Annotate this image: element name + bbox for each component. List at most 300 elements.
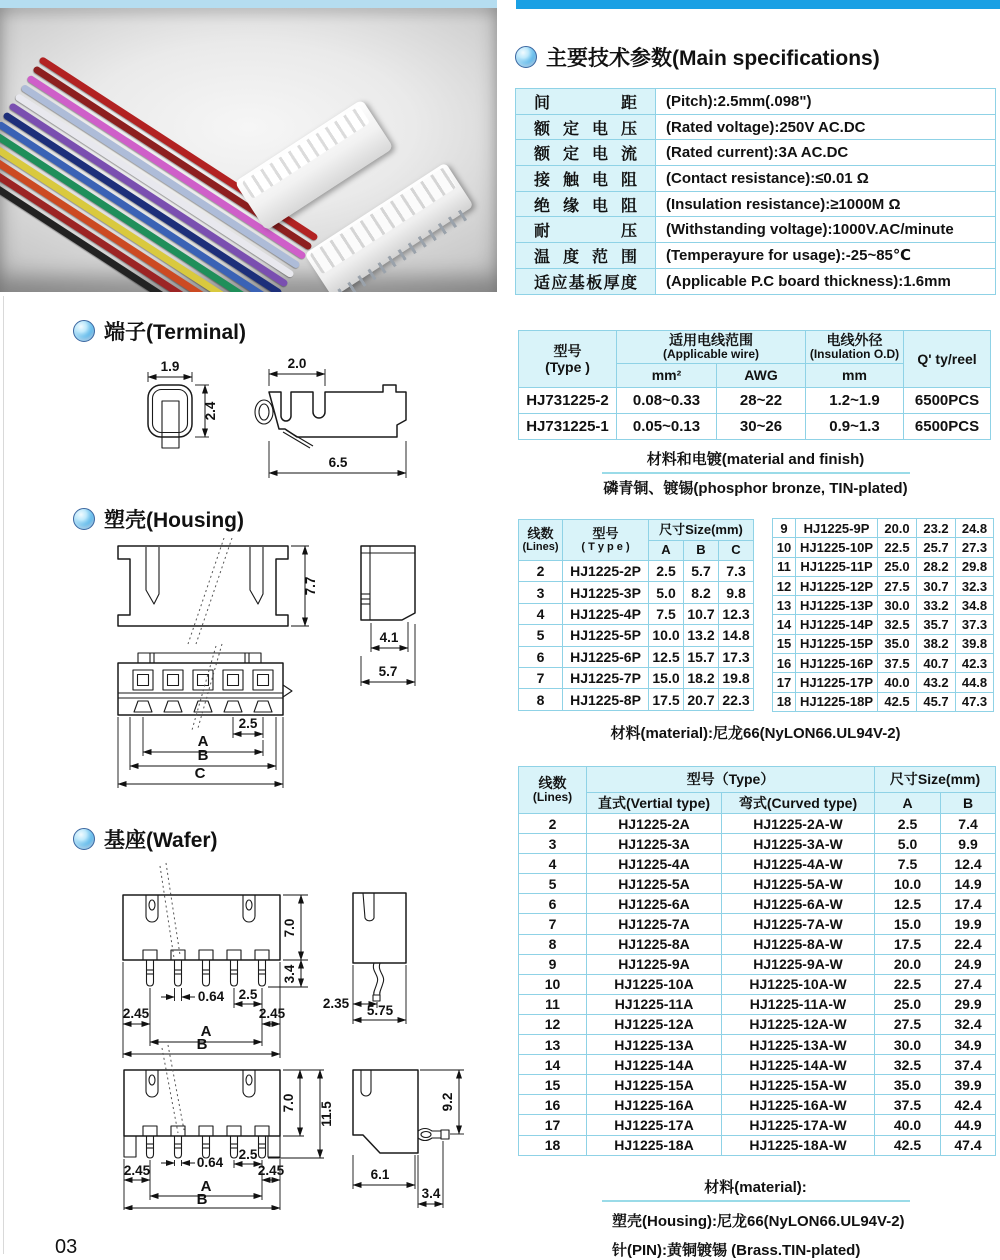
terminal-material-block [515, 448, 996, 498]
housing-row [519, 689, 754, 710]
wafer-lines: 15 [519, 1075, 587, 1095]
wafer-row [519, 1014, 996, 1034]
wafer-vertical-type: HJ1225-7A [587, 914, 722, 934]
wire-mm2: 0.05~0.13 [617, 414, 717, 440]
housing-a: 17.5 [649, 689, 684, 710]
wafer-lines: 4 [519, 854, 587, 874]
wire-type: HJ731225-2 [519, 388, 617, 414]
housing-a: 22.5 [878, 538, 917, 557]
wafer-row [519, 1035, 996, 1055]
housing-lines: 18 [773, 692, 796, 711]
housing-b: 33.2 [917, 596, 956, 615]
connector-teeth [242, 106, 370, 199]
wafer-b: 12.4 [941, 854, 996, 874]
housing-c: 22.3 [719, 689, 754, 710]
dim-label: 2.5 [238, 716, 258, 731]
housing-row [519, 625, 754, 646]
dim-label: 6.5 [328, 455, 348, 470]
spec-row [516, 114, 996, 140]
housing-type: HJ1225-6P [563, 646, 649, 667]
wafer-curved-type: HJ1225-17A-W [722, 1115, 875, 1135]
wafer-a: 35.0 [875, 1075, 941, 1095]
wafer-row [519, 894, 996, 914]
dim-label: 2.5 [238, 1147, 258, 1162]
housing-b: 15.7 [684, 646, 719, 667]
spec-value: (Temperayure for usage):-25~85℃ [656, 243, 996, 269]
wafer-curved-type: HJ1225-16A-W [722, 1095, 875, 1115]
page-number: 03 [55, 1236, 78, 1258]
underline [602, 1200, 910, 1202]
main-specs-title-text: 主要技术参数(Main specifications) [546, 47, 880, 70]
housing-c: 32.3 [956, 576, 994, 595]
housing-b: 38.2 [917, 634, 956, 653]
housing-a: 25.0 [878, 557, 917, 576]
wafer-b: 29.9 [941, 994, 996, 1014]
wafer-material-block [515, 1176, 996, 1260]
dim-label: 5.75 [366, 1003, 394, 1018]
housing-lines: 7 [519, 667, 563, 688]
wafer-a: 12.5 [875, 894, 941, 914]
main-specs-table [515, 88, 996, 295]
dim-label: 0.64 [197, 989, 225, 1004]
wafer-lines: 10 [519, 974, 587, 994]
dim-label: A [200, 1178, 212, 1195]
wafer-col-a: A [875, 793, 941, 814]
wafer-curved-type: HJ1225-9A-W [722, 954, 875, 974]
housing-a: 32.5 [878, 615, 917, 634]
housing-lines: 4 [519, 603, 563, 624]
housing-row [519, 603, 754, 624]
spec-label: 绝缘电阻 [516, 191, 656, 217]
housing-row [773, 519, 994, 538]
housing-row [519, 667, 754, 688]
housing-lines: 13 [773, 596, 796, 615]
wafer-row [519, 1075, 996, 1095]
wafer-a: 17.5 [875, 934, 941, 954]
wire-col-awg: AWG [717, 364, 806, 388]
housing-row [773, 673, 994, 692]
wire-col-qty: Q' ty/reel [904, 331, 991, 388]
dim-label: C [194, 765, 206, 782]
terminal-material-title: 材料和电镀(material and finish) [646, 451, 865, 468]
wafer-row [519, 994, 996, 1014]
wafer-curved-type: HJ1225-12A-W [722, 1014, 875, 1034]
wafer-title-text: 基座(Wafer) [104, 829, 218, 852]
housing-b: 18.2 [684, 667, 719, 688]
wafer-b: 39.9 [941, 1075, 996, 1095]
wafer-curved-type: HJ1225-7A-W [722, 914, 875, 934]
wafer-a: 7.5 [875, 854, 941, 874]
housing-a: 15.0 [649, 667, 684, 688]
wafer-col-type: 型号（Type） [587, 767, 875, 793]
housing-lines: 15 [773, 634, 796, 653]
spec-value: (Rated current):3A AC.DC [656, 140, 996, 166]
wafer-lines: 12 [519, 1014, 587, 1034]
wafer-b: 37.4 [941, 1055, 996, 1075]
dim-label: 3.4 [421, 1186, 441, 1201]
wafer-a: 10.0 [875, 874, 941, 894]
housing-c: 34.8 [956, 596, 994, 615]
wafer-lines: 11 [519, 994, 587, 1014]
housing-row [519, 582, 754, 603]
wafer-vertical-type: HJ1225-14A [587, 1055, 722, 1075]
terminal-drawing [108, 348, 473, 488]
section-bullet-icon [73, 828, 95, 850]
applicable-wire-table [518, 330, 991, 440]
housing-type: HJ1225-2P [563, 561, 649, 582]
wafer-col-size: 尺寸Size(mm) [875, 767, 996, 793]
page-edge-line [3, 296, 4, 1254]
housing-row [519, 646, 754, 667]
wafer-b: 27.4 [941, 974, 996, 994]
wire-awg: 30~26 [717, 414, 806, 440]
dim-label: A [200, 1023, 212, 1040]
housing-lines: 17 [773, 673, 796, 692]
housing-c: 39.8 [956, 634, 994, 653]
wafer-curved-type: HJ1225-11A-W [722, 994, 875, 1014]
housing-a: 7.5 [649, 603, 684, 624]
housing-b: 25.7 [917, 538, 956, 557]
wafer-col-vertical: 直式(Vertial type) [587, 793, 722, 814]
housing-type: HJ1225-18P [796, 692, 878, 711]
wafer-row [519, 934, 996, 954]
wafer-row [519, 854, 996, 874]
housing-title [73, 504, 244, 534]
dim-label: B [196, 1191, 208, 1208]
housing-type: HJ1225-16P [796, 654, 878, 673]
wire-awg: 28~22 [717, 388, 806, 414]
wafer-a: 40.0 [875, 1115, 941, 1135]
spec-row [516, 191, 996, 217]
wafer-material-pin: 针(PIN):黄铜镀锡 (Brass.TIN-plated) [612, 1242, 861, 1259]
wafer-vertical-type: HJ1225-6A [587, 894, 722, 914]
spec-label: 温度范围 [516, 243, 656, 269]
housing-b: 28.2 [917, 557, 956, 576]
housing-b: 45.7 [917, 692, 956, 711]
wafer-b: 42.4 [941, 1095, 996, 1115]
spec-row [516, 217, 996, 243]
housing-lines: 10 [773, 538, 796, 557]
wafer-a: 25.0 [875, 994, 941, 1014]
wafer-b: 24.9 [941, 954, 996, 974]
wire-col-mm: mm [806, 364, 904, 388]
wafer-vertical-type: HJ1225-12A [587, 1014, 722, 1034]
dim-label: 11.5 [319, 1101, 334, 1127]
wire-od: 1.2~1.9 [806, 388, 904, 414]
spec-label: 适应基板厚度 [516, 268, 656, 294]
wafer-row [519, 914, 996, 934]
housing-b: 35.7 [917, 615, 956, 634]
dim-label: 2.35 [322, 996, 350, 1011]
top-bar-right [516, 0, 1000, 9]
wafer-lines: 18 [519, 1135, 587, 1155]
housing-row [519, 561, 754, 582]
spec-row [516, 166, 996, 192]
housing-a: 20.0 [878, 519, 917, 538]
spec-value: (Contact resistance):≤0.01 Ω [656, 166, 996, 192]
housing-c: 24.8 [956, 519, 994, 538]
wafer-curved-type: HJ1225-4A-W [722, 854, 875, 874]
housing-b: 5.7 [684, 561, 719, 582]
wire-od: 0.9~1.3 [806, 414, 904, 440]
housing-col-type: 型号 ( T y p e ) [563, 520, 649, 561]
wafer-curved-type: HJ1225-14A-W [722, 1055, 875, 1075]
housing-a: 5.0 [649, 582, 684, 603]
dim-label: 9.2 [440, 1092, 455, 1112]
housing-size-table-left [518, 519, 754, 711]
wafer-lines: 2 [519, 814, 587, 834]
housing-lines: 2 [519, 561, 563, 582]
wafer-col-b: B [941, 793, 996, 814]
wafer-curved-type: HJ1225-15A-W [722, 1075, 875, 1095]
underline [602, 472, 910, 474]
wafer-type-table [518, 766, 996, 1156]
wire-type: HJ731225-1 [519, 414, 617, 440]
wafer-row [519, 974, 996, 994]
wafer-vertical-type: HJ1225-11A [587, 994, 722, 1014]
spec-row [516, 268, 996, 294]
dim-label: B [197, 747, 209, 764]
wafer-lines: 5 [519, 874, 587, 894]
housing-lines: 8 [519, 689, 563, 710]
wafer-a: 22.5 [875, 974, 941, 994]
housing-a: 2.5 [649, 561, 684, 582]
wire-col-od: 电线外径 (Insulation O.D) [806, 331, 904, 364]
wire-col-mm2: mm² [617, 364, 717, 388]
dim-label: 2.45 [257, 1163, 285, 1178]
wafer-lines: 14 [519, 1055, 587, 1075]
housing-b: 20.7 [684, 689, 719, 710]
wafer-a: 37.5 [875, 1095, 941, 1115]
housing-lines: 3 [519, 582, 563, 603]
spec-value: (Pitch):2.5mm(.098") [656, 89, 996, 115]
housing-c: 14.8 [719, 625, 754, 646]
wafer-row [519, 814, 996, 834]
housing-row [773, 692, 994, 711]
housing-lines: 6 [519, 646, 563, 667]
housing-c: 29.8 [956, 557, 994, 576]
dim-label: 2.0 [287, 356, 307, 371]
dim-label: 6.1 [370, 1167, 390, 1182]
wafer-b: 17.4 [941, 894, 996, 914]
housing-type: HJ1225-8P [563, 689, 649, 710]
wafer-vertical-type: HJ1225-13A [587, 1035, 722, 1055]
housing-a: 37.5 [878, 654, 917, 673]
wafer-a: 5.0 [875, 834, 941, 854]
housing-drawing [108, 538, 478, 790]
wire-mm2: 0.08~0.33 [617, 388, 717, 414]
wafer-lines: 3 [519, 834, 587, 854]
housing-b: 13.2 [684, 625, 719, 646]
wafer-vertical-type: HJ1225-18A [587, 1135, 722, 1155]
housing-type: HJ1225-10P [796, 538, 878, 557]
wafer-row [519, 1115, 996, 1135]
housing-material-line: 材料(material):尼龙66(NyLON66.UL94V-2) [610, 725, 901, 742]
housing-b: 10.7 [684, 603, 719, 624]
product-photo [0, 8, 497, 292]
housing-a: 10.0 [649, 625, 684, 646]
housing-lines: 11 [773, 557, 796, 576]
housing-title-text: 塑壳(Housing) [104, 509, 244, 532]
section-bullet-icon [73, 320, 95, 342]
wire-col-wire: 适用电线范围 (Applicable wire) [617, 331, 806, 364]
housing-type: HJ1225-12P [796, 576, 878, 595]
wafer-lines: 9 [519, 954, 587, 974]
top-strip-left [0, 0, 497, 8]
housing-a: 12.5 [649, 646, 684, 667]
housing-c: 42.3 [956, 654, 994, 673]
wafer-row [519, 1095, 996, 1115]
housing-col-lines: 线数 (Lines) [519, 520, 563, 561]
wafer-b: 34.9 [941, 1035, 996, 1055]
wafer-lines: 7 [519, 914, 587, 934]
housing-c: 19.8 [719, 667, 754, 688]
spec-value: (Withstanding voltage):1000V.AC/minute [656, 217, 996, 243]
spec-label: 间距 [516, 89, 656, 115]
housing-size-table-right [772, 518, 994, 712]
terminal-title-text: 端子(Terminal) [104, 321, 246, 344]
housing-c: 17.3 [719, 646, 754, 667]
housing-row [773, 634, 994, 653]
wafer-b: 9.9 [941, 834, 996, 854]
wafer-col-lines: 线数 (Lines) [519, 767, 587, 814]
wafer-row [519, 1135, 996, 1155]
wafer-material-title: 材料(material): [704, 1179, 807, 1196]
wafer-b: 32.4 [941, 1014, 996, 1034]
wire-row [519, 414, 991, 440]
wafer-row [519, 834, 996, 854]
dim-label: 7.7 [303, 576, 318, 596]
housing-c: 37.3 [956, 615, 994, 634]
wafer-vertical-type: HJ1225-2A [587, 814, 722, 834]
spec-value: (Rated voltage):250V AC.DC [656, 114, 996, 140]
dim-label: 3.4 [282, 964, 297, 984]
housing-col-b: B [684, 541, 719, 561]
wafer-lines: 17 [519, 1115, 587, 1135]
housing-type: HJ1225-13P [796, 596, 878, 615]
housing-row [773, 615, 994, 634]
dim-label: 0.64 [196, 1155, 224, 1170]
housing-row [773, 596, 994, 615]
spec-row [516, 89, 996, 115]
housing-row [773, 557, 994, 576]
housing-row [773, 576, 994, 595]
spec-row [516, 243, 996, 269]
housing-a: 42.5 [878, 692, 917, 711]
terminal-material-value: 磷青铜、镀锡(phosphor bronze, TIN-plated) [603, 480, 908, 497]
housing-b: 23.2 [917, 519, 956, 538]
housing-type: HJ1225-9P [796, 519, 878, 538]
wafer-curved-type: HJ1225-8A-W [722, 934, 875, 954]
housing-lines: 9 [773, 519, 796, 538]
housing-lines: 5 [519, 625, 563, 646]
wafer-b: 14.9 [941, 874, 996, 894]
wafer-lines: 16 [519, 1095, 587, 1115]
wafer-vertical-type: HJ1225-4A [587, 854, 722, 874]
housing-type: HJ1225-4P [563, 603, 649, 624]
housing-b: 30.7 [917, 576, 956, 595]
wafer-vertical-type: HJ1225-10A [587, 974, 722, 994]
section-bullet-icon [515, 46, 537, 68]
spec-value: (Insulation resistance):≥1000M Ω [656, 191, 996, 217]
housing-c: 7.3 [719, 561, 754, 582]
wire-qty: 6500PCS [904, 414, 991, 440]
spec-label: 接触电阻 [516, 166, 656, 192]
dim-label: 4.1 [379, 630, 399, 645]
wafer-row [519, 1055, 996, 1075]
wafer-lines: 8 [519, 934, 587, 954]
housing-col-size: 尺寸Size(mm) [649, 520, 754, 541]
housing-type: HJ1225-17P [796, 673, 878, 692]
housing-c: 12.3 [719, 603, 754, 624]
wafer-curved-type: HJ1225-2A-W [722, 814, 875, 834]
dim-label: 7.0 [281, 1093, 296, 1113]
wafer-b: 44.9 [941, 1115, 996, 1135]
dim-label: 5.7 [378, 664, 398, 679]
dim-label: 2.4 [203, 401, 218, 421]
wafer-vertical-type: HJ1225-9A [587, 954, 722, 974]
housing-lines: 14 [773, 615, 796, 634]
wafer-b: 19.9 [941, 914, 996, 934]
wafer-a: 32.5 [875, 1055, 941, 1075]
housing-b: 43.2 [917, 673, 956, 692]
spec-label: 额定电流 [516, 140, 656, 166]
wafer-col-curved: 弯式(Curved type) [722, 793, 875, 814]
housing-type: HJ1225-5P [563, 625, 649, 646]
dim-label: B [196, 1036, 208, 1053]
section-bullet-icon [73, 508, 95, 530]
wafer-lines: 13 [519, 1035, 587, 1055]
wafer-curved-type: HJ1225-5A-W [722, 874, 875, 894]
housing-row [773, 654, 994, 673]
wafer-b: 22.4 [941, 934, 996, 954]
housing-a: 27.5 [878, 576, 917, 595]
spec-row [516, 140, 996, 166]
wafer-b: 7.4 [941, 814, 996, 834]
housing-type: HJ1225-7P [563, 667, 649, 688]
dim-label: 7.0 [282, 918, 297, 938]
housing-c: 44.8 [956, 673, 994, 692]
housing-lines: 12 [773, 576, 796, 595]
wafer-vertical-type: HJ1225-16A [587, 1095, 722, 1115]
spec-label: 耐压 [516, 217, 656, 243]
housing-b: 8.2 [684, 582, 719, 603]
dim-label: 2.45 [122, 1006, 150, 1021]
wafer-row [519, 874, 996, 894]
wafer-lines: 6 [519, 894, 587, 914]
wire-col-type: 型号 (Type ) [519, 331, 617, 388]
wafer-vertical-type: HJ1225-8A [587, 934, 722, 954]
housing-a: 30.0 [878, 596, 917, 615]
terminal-title [73, 316, 246, 346]
wafer-vertical-type: HJ1225-5A [587, 874, 722, 894]
housing-row [773, 538, 994, 557]
wafer-a: 15.0 [875, 914, 941, 934]
wire-qty: 6500PCS [904, 388, 991, 414]
housing-type: HJ1225-15P [796, 634, 878, 653]
wafer-vertical-type: HJ1225-17A [587, 1115, 722, 1135]
wafer-row [519, 954, 996, 974]
spec-label: 额定电压 [516, 114, 656, 140]
wafer-vertical-type: HJ1225-3A [587, 834, 722, 854]
spec-value: (Applicable P.C board thickness):1.6mm [656, 268, 996, 294]
wire-row [519, 388, 991, 414]
wafer-a: 30.0 [875, 1035, 941, 1055]
wafer-title [73, 824, 218, 854]
main-specs-title [515, 42, 880, 72]
wafer-vertical-type: HJ1225-15A [587, 1075, 722, 1095]
dim-label: 2.45 [258, 1006, 286, 1021]
